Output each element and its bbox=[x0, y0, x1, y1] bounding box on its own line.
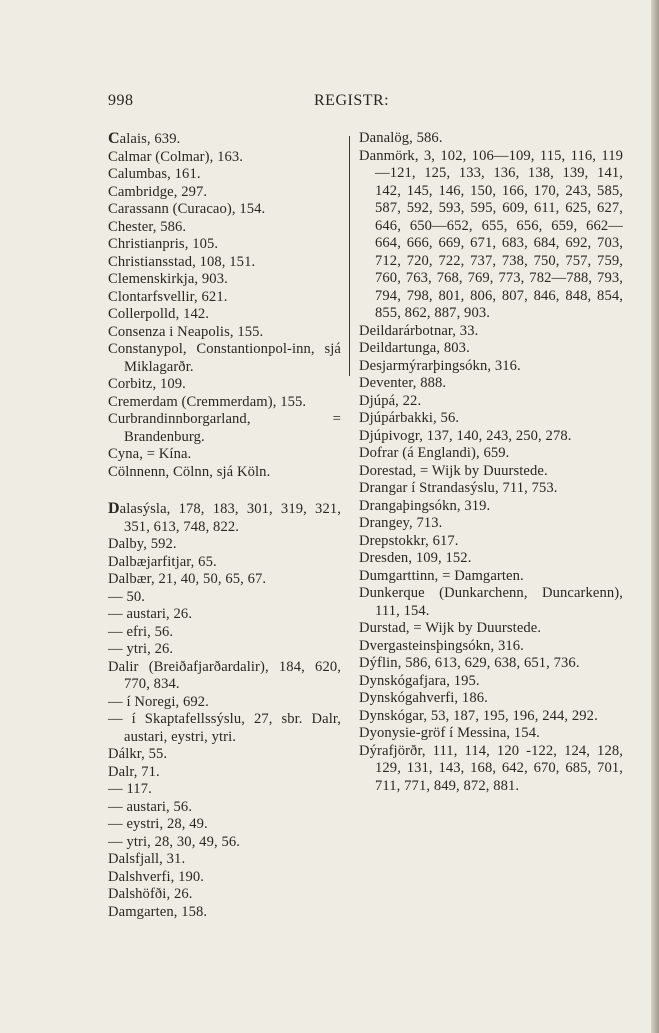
column-rule bbox=[349, 136, 350, 376]
index-entry: Cambridge, 297. bbox=[108, 183, 208, 200]
index-entry: Drepstokkr, 617. bbox=[359, 532, 459, 549]
index-column-right bbox=[359, 130, 623, 795]
index-entry: Durstad, = Wijk by Duurstede. bbox=[359, 620, 542, 636]
index-entry: Danmörk, 3, 102, 106—109, 115, 116, 119—121, 125, 133, 136, 138, 139, 141, 142, 145, 146, 150, 166, 170, 243, 585, 587, 592, 593, 595, 609, 611, 625, 627, 646, 650—652, 655, 656, 659, 662—664, 666, 669, 671, 683, 684, 692, 703, 712, 720, 722, 737, 738, 750, 757, 759, 760, 763, 768, 769, 773, 782—788, 793, 794, 798, 801, 806, 807, 846, 848, 854, 855, 862, 887, 903. bbox=[359, 147, 623, 321]
index-entry: Dorestad, = Wijk by Duurstede. bbox=[359, 462, 548, 479]
index-entry: Dofrar (á Englandi), 659. bbox=[359, 445, 510, 461]
index-entry: Calmar (Colmar), 163. bbox=[108, 148, 244, 165]
index-entry: — austari, 56. bbox=[108, 798, 193, 815]
index-entry: Djúpárbakki, 56. bbox=[359, 410, 460, 426]
index-entry: Dalbær, 21, 40, 50, 65, 67. bbox=[108, 571, 267, 587]
index-entry: Desjarmýrarþingsókn, 316. bbox=[359, 357, 521, 374]
page-header bbox=[108, 92, 626, 116]
index-entry: Dvergasteinsþingsókn, 316. bbox=[359, 637, 524, 654]
index-entry: Djúpá, 22. bbox=[359, 392, 422, 409]
index-entry: Carassann (Curacao), 154. bbox=[108, 201, 266, 217]
index-column-left bbox=[108, 130, 341, 921]
index-entry: Djúpivogr, 137, 140, 243, 250, 278. bbox=[359, 427, 572, 444]
index-entry: Dunkerque (Dunkarchenn, Duncarkenn), 111, 154. bbox=[359, 585, 623, 619]
page-edge bbox=[651, 0, 659, 1033]
index-entry: — í Skaptafellssýslu, 27, sbr. Dalr, austari, eystri, ytri. bbox=[108, 711, 341, 745]
index-entry: Dynskógar, 53, 187, 195, 196, 244, 292. bbox=[359, 707, 598, 724]
index-entry: — 117. bbox=[108, 781, 152, 797]
index-entry: Dalr, 71. bbox=[108, 763, 160, 780]
index-entry: Chester, 586. bbox=[108, 218, 187, 235]
index-entry: Dynskógahverfi, 186. bbox=[359, 690, 488, 706]
index-entry: — í Noregi, 692. bbox=[108, 693, 209, 710]
index-entry: — austari, 26. bbox=[108, 606, 193, 622]
index-entry: Constanypol, Constantionpol-inn, sjá Miklagarðr. bbox=[108, 341, 341, 375]
index-entry: Drangaþingsókn, 319. bbox=[359, 497, 491, 514]
index-entry: Dýrafjörðr, 111, 114, 120 -122, 124, 128, 129, 131, 143, 168, 642, 670, 685, 701, 711, 771, 849, 872, 881. bbox=[359, 742, 623, 794]
index-entry: Clontarfsvellir, 621. bbox=[108, 288, 228, 305]
index-entry: Calais, 639. bbox=[108, 130, 181, 147]
index-entry: Dresden, 109, 152. bbox=[359, 550, 472, 566]
index-entry: Christiansstad, 108, 151. bbox=[108, 253, 256, 270]
section-initial: C bbox=[108, 130, 120, 147]
index-entry: Dalsfjall, 31. bbox=[108, 851, 186, 867]
page-number: 998 bbox=[108, 92, 134, 109]
index-entry: Deildartunga, 803. bbox=[359, 340, 470, 356]
index-entry: Consenza i Neapolis, 155. bbox=[108, 323, 264, 340]
index-entry: Dalshverfi, 190. bbox=[108, 868, 205, 885]
index-entry: Dynskógafjara, 195. bbox=[359, 672, 480, 689]
index-entry: — 50. bbox=[108, 588, 145, 605]
index-entry: Deventer, 888. bbox=[359, 375, 447, 391]
index-entry: — efri, 56. bbox=[108, 623, 174, 640]
index-entry: Christianpris, 105. bbox=[108, 236, 219, 252]
index-entry: Drangey, 713. bbox=[359, 515, 443, 531]
running-title: REGISTR: bbox=[314, 92, 390, 109]
index-entry: Collerpolld, 142. bbox=[108, 306, 210, 322]
index-entry: Dýflin, 586, 613, 629, 638, 651, 736. bbox=[359, 655, 580, 671]
index-entry: — ytri, 28, 30, 49, 56. bbox=[108, 833, 241, 850]
index-entry: Damgarten, 158. bbox=[108, 903, 208, 920]
index-entry: — eystri, 28, 49. bbox=[108, 816, 208, 832]
index-entry: Cölnnenn, Cölnn, sjá Köln. bbox=[108, 463, 271, 480]
index-entry: Dumgarttinn, = Damgarten. bbox=[359, 567, 524, 584]
index-entry: Clemenskirkja, 903. bbox=[108, 271, 228, 287]
index-entry: Corbitz, 109. bbox=[108, 376, 186, 392]
index-entry: Dalasýsla, 178, 183, 301, 319, 321, 351, 613, 748, 822. bbox=[108, 500, 341, 535]
index-entry: Dalby, 592. bbox=[108, 536, 177, 552]
index-entry: Dálkr, 55. bbox=[108, 746, 168, 762]
index-entry: Danalög, 586. bbox=[359, 130, 443, 146]
index-entry: Dalshöfði, 26. bbox=[108, 886, 193, 902]
index-entry: Calumbas, 161. bbox=[108, 166, 201, 182]
section-gap bbox=[108, 481, 341, 500]
section-initial: D bbox=[108, 500, 120, 517]
index-entry: Dyonysie-gröf í Messina, 154. bbox=[359, 725, 540, 741]
index-entry: Drangar í Strandasýslu, 711, 753. bbox=[359, 480, 558, 496]
index-entry: Curbrandinnborgarland, = Brandenburg. bbox=[108, 411, 341, 445]
index-entry: Cyna, = Kína. bbox=[108, 446, 192, 462]
index-entry: Deildarárbotnar, 33. bbox=[359, 322, 479, 339]
index-entry: Dalir (Breiðafjarðardalir), 184, 620, 770, 834. bbox=[108, 658, 341, 692]
index-entry: Cremerdam (Cremmerdam), 155. bbox=[108, 393, 307, 410]
index-entry: Dalbæjarfitjar, 65. bbox=[108, 553, 217, 570]
index-entry: — ytri, 26. bbox=[108, 641, 174, 657]
